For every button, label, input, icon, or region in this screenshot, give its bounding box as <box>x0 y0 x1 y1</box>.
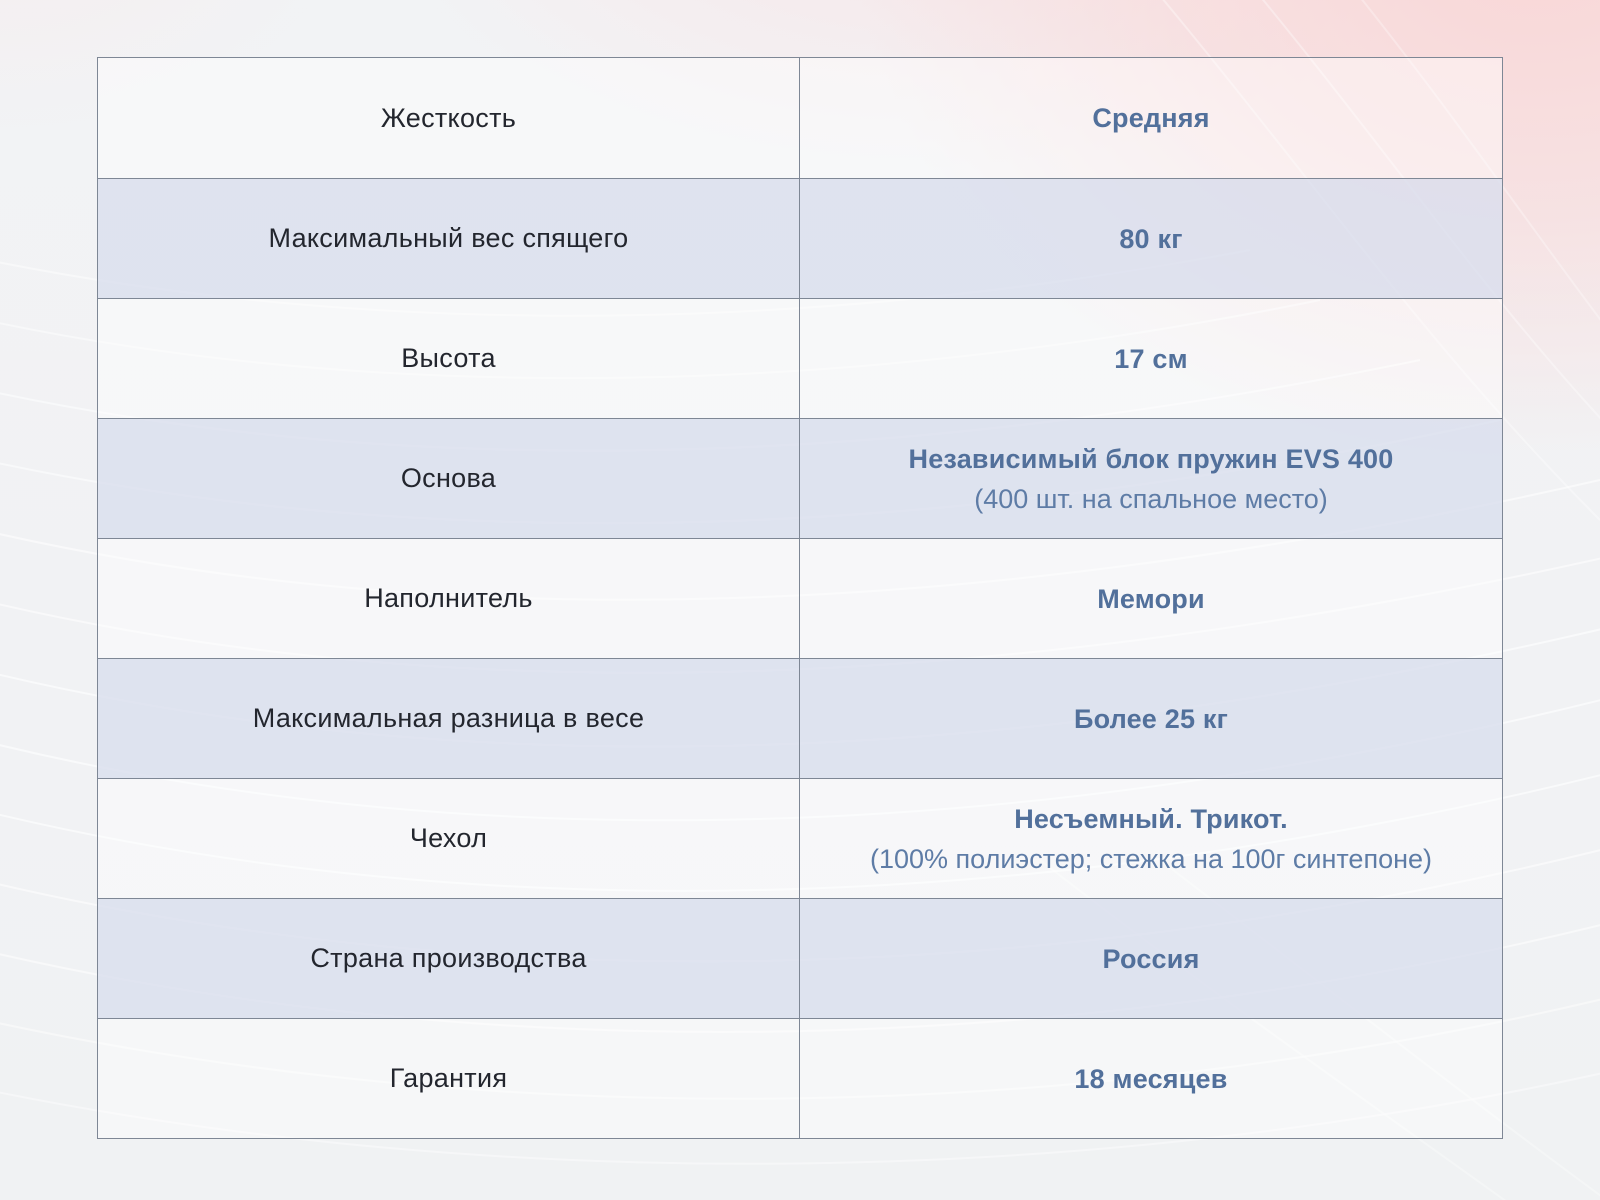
spec-label-cell <box>98 779 800 898</box>
spec-value-cell <box>800 179 1502 298</box>
spec-value-cell <box>800 539 1502 658</box>
spec-value: Более 25 кг <box>1073 703 1229 734</box>
spec-value-cell <box>800 779 1502 898</box>
spec-value-note: (400 шт. на спальное место) <box>974 483 1328 514</box>
spec-value-cell <box>800 299 1502 418</box>
spec-label-cell <box>98 419 800 538</box>
spec-row <box>98 778 1502 898</box>
spec-label: Основа <box>400 463 497 493</box>
spec-value-cell <box>800 419 1502 538</box>
spec-row <box>98 1018 1502 1138</box>
spec-label: Чехол <box>409 823 488 853</box>
spec-row <box>98 298 1502 418</box>
spec-label: Гарантия <box>389 1063 508 1093</box>
spec-value: 80 кг <box>1119 223 1183 254</box>
spec-label: Максимальная разница в весе <box>252 703 645 733</box>
spec-label: Наполнитель <box>364 583 533 613</box>
spec-label-cell <box>98 659 800 778</box>
spec-value-cell <box>800 1019 1502 1138</box>
spec-label-cell <box>98 1019 800 1138</box>
spec-value-cell <box>800 899 1502 1018</box>
spec-value: Средняя <box>1092 103 1210 133</box>
spec-row <box>98 898 1502 1018</box>
spec-label: Страна производства <box>310 943 587 973</box>
spec-row <box>98 178 1502 298</box>
spec-row <box>98 418 1502 538</box>
spec-value-cell <box>800 659 1502 778</box>
spec-label: Максимальный вес спящего <box>268 223 629 253</box>
spec-value: 18 месяцев <box>1074 1063 1228 1094</box>
spec-table <box>97 57 1503 1139</box>
spec-value: Россия <box>1102 943 1200 974</box>
spec-label: Высота <box>401 343 496 373</box>
spec-value: Несъемный. Трикот. <box>1014 803 1288 834</box>
spec-label: Жесткость <box>380 102 517 133</box>
spec-row <box>98 538 1502 658</box>
spec-value-note: (100% полиэстер; стежка на 100г синтепоне) <box>869 843 1433 874</box>
spec-label-cell <box>98 179 800 298</box>
spec-value-cell <box>800 58 1502 178</box>
spec-value: Мемори <box>1097 583 1205 614</box>
spec-row <box>98 658 1502 778</box>
spec-label-cell <box>98 299 800 418</box>
spec-label-cell <box>98 58 800 178</box>
spec-value: 17 см <box>1114 343 1188 374</box>
spec-value: Независимый блок пружин EVS 400 <box>908 443 1394 474</box>
spec-row <box>98 58 1502 178</box>
spec-label-cell <box>98 899 800 1018</box>
spec-label-cell <box>98 539 800 658</box>
